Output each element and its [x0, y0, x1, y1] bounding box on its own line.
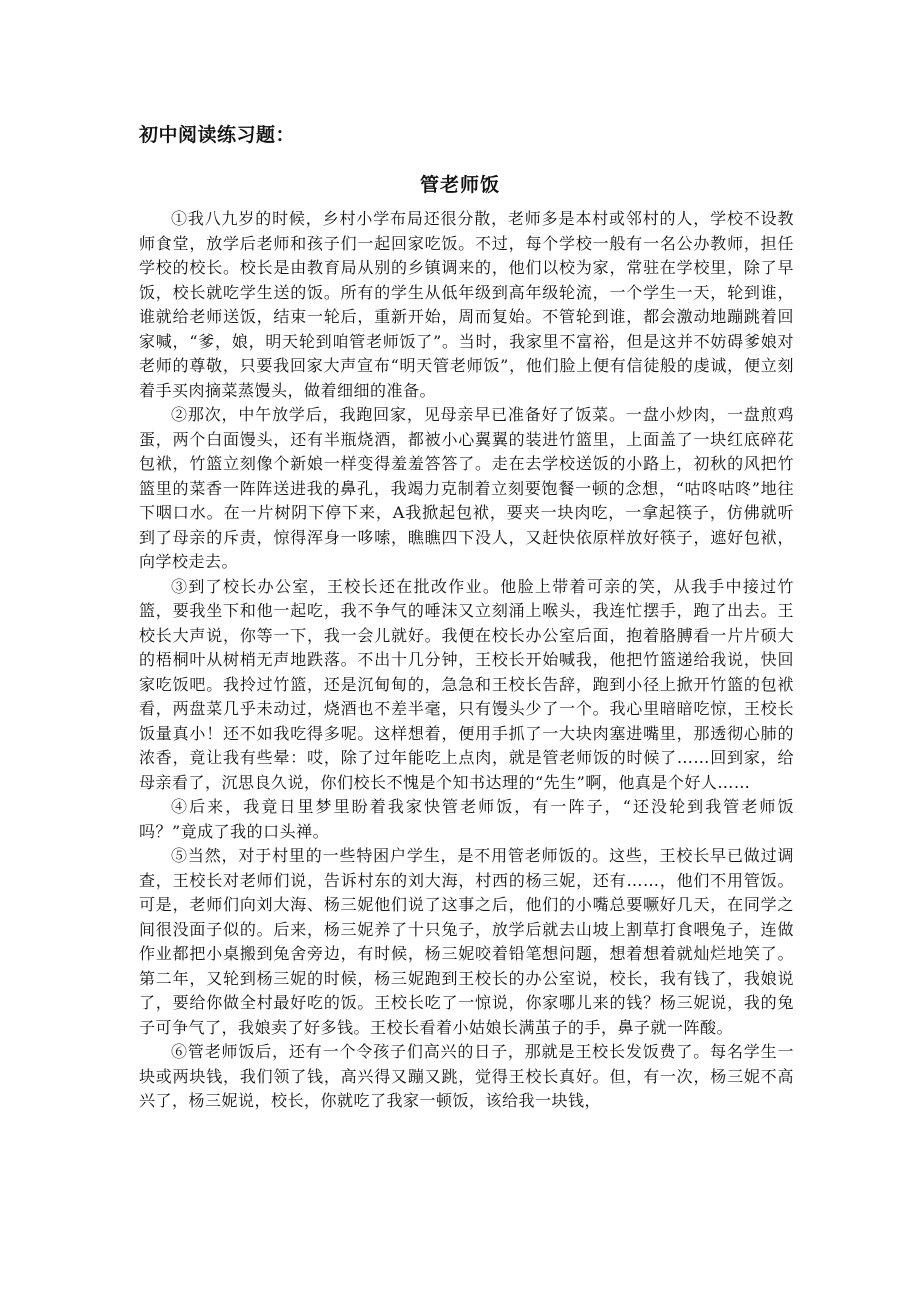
article-body — [139, 207, 794, 1114]
paragraph-3: ③到了校长办公室，王校长还在批改作业。他脸上带着可亲的笑，从我手中接过竹篮，要我坐下和他一起吃，我不争气的唾沫又立刻涌上喉头，我连忙摆手，跑了出去。王校长大声说，你等一下，我一会儿就好。我便在校长办公室后面，抱着胳膊看一片片硕大的梧桐叶从树梢无声地跌落。不出十几分钟，王校长开始喊我，他把竹篮递给我说，快回家吃饭吧。我拎过竹篮，还是沉甸甸的，急急和王校长告辞，跑到小径上掀开竹篮的包袱看，两盘菜几乎未动过，烧酒也不差半毫，只有馒头少了一个。我心里暗暗吃惊，王校长饭量真小！还不如我吃得多呢。这样想着，便用手抓了一大块肉塞进嘴里，那透彻心肺的浓香，竟让我有些晕：哎，除了过年能吃上点肉，就是管老师饭的时候了……回到家，给母亲看了，沉思良久说，你们校长不愧是个知书达理的“先生”啊，他真是个好人…… — [139, 576, 794, 792]
paragraph-6: ⑥管老师饭后，还有一个令孩子们高兴的日子，那就是王校长发饭费了。每名学生一块或两块钱，我们领了钱，高兴得又蹦又跳，觉得王校长真好。但，有一次，杨三妮不高兴了，杨三妮说，校长，你就吃了我家一顿饭，该给我一块钱， — [139, 1042, 794, 1110]
paragraph-1: ①我八九岁的时候，乡村小学布局还很分散，老师多是本村或邻村的人，学校不设教师食堂，放学后老师和孩子们一起回家吃饭。不过，每个学校一般有一名公办教师，担任学校的校长。校长是由教育局从别的乡镇调来的，他们以校为家，常驻在学校里，除了早饭，校长就吃学生送的饭。所有的学生从低年级到高年级轮流，一个学生一天，轮到谁，谁就给老师送饭，结束一轮后，重新开始，周而复始。不管轮到谁，都会激动地蹦跳着回家喊，“爹，娘，明天轮到咱管老师饭了”。当时，我家里不富裕，但是这并不妨碍爹娘对老师的尊敬，只要我回家大声宣布“明天管老师饭”，他们脸上便有信徒般的虔诚，便立刻着手买肉摘菜蒸馒头，做着细细的准备。 — [139, 209, 794, 400]
paragraph-2: ②那次，中午放学后，我跑回家，见母亲早已准备好了饭菜。一盘小炒肉，一盘煎鸡蛋，两个白面馒头，还有半瓶烧酒，都被小心翼翼的装进竹篮里，上面盖了一块红底碎花包袱，竹篮立刻像个新娘一样变得羞羞答答了。走在去学校送饭的小路上，初秋的风把竹篮里的菜香一阵阵送进我的鼻孔，我竭力克制着立刻要饱餐一顿的念想，“咕咚咕咚”地往下咽口水。在一片树阴下停下来，A我掀起包袱，要夹一块肉吃，一拿起筷子，仿佛就听到了母亲的斥责，惊得浑身一哆嗦，瞧瞧四下没人，又赶快依原样放好筷子，遮好包袱，向学校走去。 — [139, 405, 794, 571]
article-title: 管老师饭 — [419, 174, 500, 196]
exercise-heading: 初中阅读练习题： — [139, 124, 296, 146]
paragraph-4: ④后来，我竟日里梦里盼着我家快管老师饭，有一阵子，“还没轮到我管老师饭吗？”竟成了我的口头禅。 — [139, 797, 794, 841]
paragraph-5: ⑤当然，对于村里的一些特困户学生，是不用管老师饭的。这些，王校长早已做过调查，王校长对老师们说，告诉村东的刘大海，村西的杨三妮，还有……，他们不用管饭。可是，老师们向刘大海、杨三妮他们说了这事之后，他们的小嘴总要噘好几天，在同学之间很没面子似的。后来，杨三妮养了十只兔子，放学后就去山坡上割草打食喂兔子，连做作业都把小桌搬到兔舍旁边，有时候，杨三妮咬着铅笔想问题，想着想着就灿烂地笑了。第二年，又轮到杨三妮的时候，杨三妮跑到王校长的办公室说，校长，我有钱了，我娘说了，要给你做全村最好吃的饭。王校长吃了一惊说，你家哪儿来的钱？杨三妮说，我的兔子可争气了，我娘卖了好多钱。王校长看着小姑娘长满茧子的手，鼻子就一阵酸。 — [139, 846, 794, 1037]
